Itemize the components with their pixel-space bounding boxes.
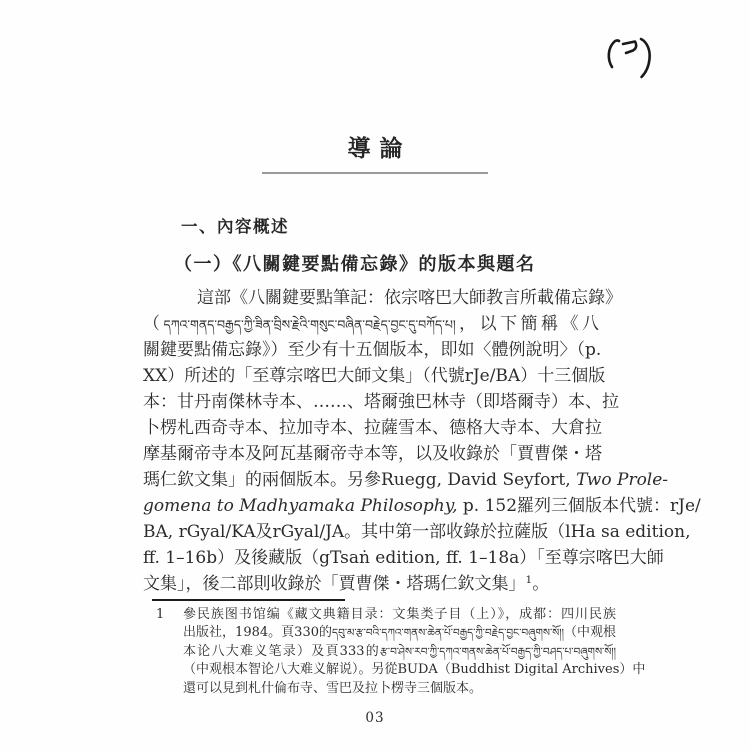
text-line: 本：甘丹南傑林寺本、……、塔爾強巴林寺（即塔爾寺）本、拉 <box>143 392 619 412</box>
tibetan-text: དབུ་མ་རྩ་བའི་དཀའ་གནས་ཆེན་པོ་བརྒྱད་ཀྱི་བརྗེད་བྱང་བཞུགས་སོ།། <box>332 627 564 640</box>
page-number: 03 <box>365 710 385 726</box>
text-line <box>143 467 669 493</box>
text-segment: 本论八大难义笔录）及頁333的 <box>183 643 380 659</box>
footnote-line <box>183 643 616 661</box>
title-divider <box>262 172 488 174</box>
subsection-heading: （一）《八關鍵要點備忘錄》的版本與題名 <box>174 254 536 275</box>
text-line: 這部《八關鍵要點筆記：依宗喀巴大師教言所載備忘錄》 <box>197 288 622 308</box>
footnote-number: 1 <box>156 607 165 622</box>
text-line: ff. 1–16b）及後藏版（gTsaṅ edition, ff. 1–18a）「至尊宗喀巴大師 <box>143 548 664 568</box>
text-line <box>143 311 599 337</box>
footnote-line: （中观根本智论八大难义解说）。另從BUDA（Buddhist Digital Archives）中 <box>183 662 646 678</box>
text-segment: （ <box>143 314 164 334</box>
text-line <box>143 571 599 597</box>
text-segment: 瑪仁欽文集」的兩個版本。另參Ruegg, David Seyfort, <box>143 470 577 490</box>
main-paragraph <box>143 285 701 597</box>
text-line <box>143 493 701 519</box>
tibetan-folio-ornament-icon <box>603 33 661 81</box>
footnote-divider <box>152 599 345 601</box>
text-segment: 。 <box>532 574 550 594</box>
book-title-italic: Two Prole- <box>576 470 669 490</box>
text-line: 卜楞札西奇寺本、拉加寺本、拉薩雪本、德格大寺本、大倉拉 <box>143 418 602 438</box>
footnote-text <box>183 606 646 698</box>
footnote-line <box>183 624 616 642</box>
text-line: 摩基爾帝寺本及阿瓦基爾帝寺本等，以及收錄於「賈曹傑・塔 <box>143 444 602 464</box>
text-line: XX）所述的「至尊宗喀巴大師文集」（代號rJe/BA）十三個版 <box>143 366 606 386</box>
footnote-line: 還可以見到札什倫布寺、雪巴及拉卜楞寺三個版本。 <box>183 680 483 696</box>
book-title-italic: gomena to Madhyamaka Philosophy, <box>143 496 458 516</box>
chapter-title: 導論 <box>347 135 412 162</box>
text-segment: p. 152羅列三個版本代號：rJe/ <box>457 496 701 516</box>
footnote-reference: 1 <box>525 574 533 586</box>
tibetan-text: དཀའ་གནད་བརྒྱད་ཀྱི་ཟིན་བྲིས་རྗེའི་གསུང་བཞིན་བརྗེད་བྱང་དུ་བཀོད་པ། <box>163 317 456 332</box>
footnote <box>150 606 646 698</box>
text-line: BA, rGyal/KA及rGyal/JA。其中第一部收錄於拉薩版（lHa sa edition, <box>143 522 691 542</box>
footnote-line: 參民族图书馆编《藏文典籍目录：文集类子目（上）》，成都：四川民族 <box>183 607 616 622</box>
text-line: 關鍵要點備忘錄》）至少有十五個版本，即如〈體例說明〉（p. <box>143 340 602 360</box>
text-segment: 文集」，後二部則收錄於「賈曹傑・塔瑪仁欽文集」 <box>143 574 526 594</box>
text-segment: （中观根 <box>563 625 616 641</box>
section-heading: 一、內容概述 <box>181 217 289 236</box>
text-segment: ，以下簡稱《八 <box>455 314 600 334</box>
tibetan-text: རྩ་བ་ཤེས་རབ་ཀྱི་དཀའ་གནས་ཆེན་པོ་བརྒྱད་ཀྱི་བཤད་པ་བཞུགས་སོ།། <box>380 645 616 658</box>
text-segment: 出版社，1984。頁330的 <box>183 625 333 641</box>
